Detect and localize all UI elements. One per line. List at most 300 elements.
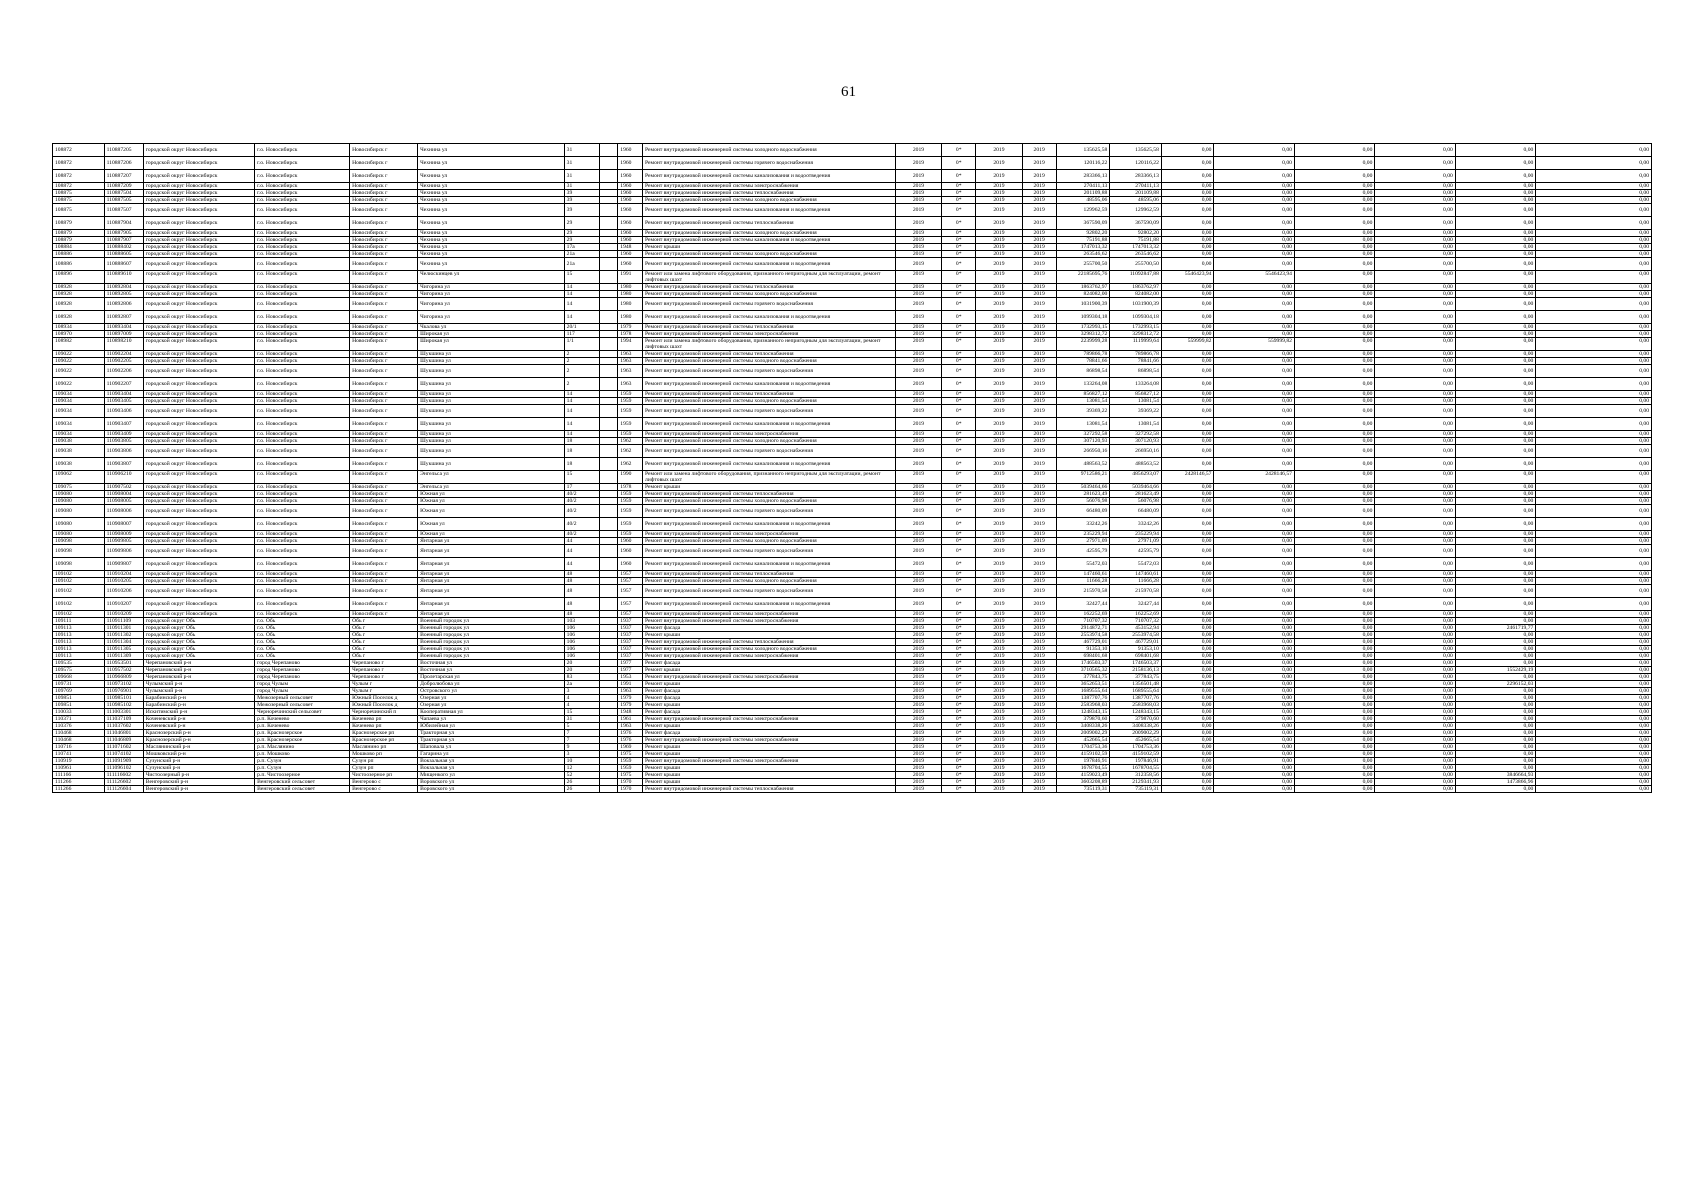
cell-street: Шаповала ул: [418, 744, 564, 751]
cell-work-id: 110887907: [104, 237, 143, 244]
cell-end-year: 2019: [1022, 291, 1056, 298]
cell-work-id: 110903805: [104, 438, 143, 445]
cell-federal-funds: 0,00: [1161, 653, 1214, 660]
cell-work-type: Ремонт фасада: [643, 688, 896, 695]
cell-fund-cost: 263546,62: [1110, 251, 1162, 258]
cell-regional-funds: 0,00: [1214, 445, 1294, 458]
cell-fund-cost: 13081,54: [1110, 418, 1162, 431]
cell-end-year: 2019: [1022, 716, 1056, 723]
cell-locality: Новосибирск г: [350, 324, 418, 331]
cell-year-built: 1977: [618, 660, 643, 667]
table-row: [53, 653, 1652, 660]
cell-locality: Новосибирск г: [350, 204, 418, 217]
cell-settlement: г.о. Новосибирск: [255, 311, 350, 324]
cell-street: Кооперативная ул: [418, 709, 564, 716]
cell-end-year: 2019: [1022, 625, 1056, 632]
cell-total-cost: 3603208,89: [1056, 779, 1110, 786]
cell-house-id: 110033: [53, 709, 105, 716]
cell-other-funds: 0,00: [1455, 730, 1535, 737]
cell-regional-funds: 0,00: [1214, 170, 1294, 183]
cell-plan-year: 2019: [895, 653, 941, 660]
table-row: [53, 618, 1652, 625]
cell-locality: Новосибирск г: [350, 271, 418, 284]
cell-regional-funds: 0,00: [1214, 230, 1294, 237]
cell-municipality: Барабинский р-н: [143, 702, 254, 709]
cell-other-funds: 0,00: [1455, 558, 1535, 571]
table-row: [53, 405, 1652, 418]
cell-fund-cost: 3408338,26: [1110, 723, 1162, 730]
cell-other-funds: 0,00: [1455, 744, 1535, 751]
cell-street: Шукшина ул: [418, 365, 564, 378]
cell-year-built: 1937: [618, 639, 643, 646]
cell-start-year: 2019: [976, 702, 1022, 709]
cell-fund-cost: 33242,26: [1110, 518, 1162, 531]
cell-house-id: 109080: [53, 505, 105, 518]
cell-total-cost: 270411,13: [1056, 183, 1110, 190]
cell-plan-year: 2019: [895, 358, 941, 365]
table-row: [53, 338, 1652, 351]
cell-plan-year: 2019: [895, 695, 941, 702]
cell-settlement: Венгеровский сельсовет: [255, 779, 350, 786]
cell-municipality: Чистоозерный р-н: [143, 772, 254, 779]
cell-start-year: 2019: [976, 646, 1022, 653]
cell-owner-funds: 0,00: [1375, 244, 1455, 251]
cell-street: Шукшина ул: [418, 351, 564, 358]
cell-other-funds: 0,00: [1455, 578, 1535, 585]
cell-federal-funds: 0,00: [1161, 484, 1214, 491]
cell-house-id: 109075: [53, 484, 105, 491]
cell-start-year: 2019: [976, 338, 1022, 351]
cell-house-number: 2: [564, 365, 599, 378]
cell-owner-funds: 0,00: [1375, 681, 1455, 688]
cell-municipality: городской округ Новосибирск: [143, 398, 254, 405]
cell-start-year: 2019: [976, 779, 1022, 786]
cell-federal-funds: 0,00: [1161, 660, 1214, 667]
cell-federal-funds: 0,00: [1161, 598, 1214, 611]
cell-house-id: 109038: [53, 438, 105, 445]
cell-status: 0*: [942, 702, 976, 709]
cell-work-id: 110903406: [104, 405, 143, 418]
cell-settlement: г.о. Новосибирск: [255, 571, 350, 578]
cell-settlement: г.о. Новосибирск: [255, 244, 350, 251]
cell-reserve-funds: 0,00: [1536, 204, 1652, 217]
cell-house-number: 44: [564, 538, 599, 545]
cell-other-funds: 0,00: [1455, 598, 1535, 611]
cell-other-funds: 3846664,93: [1455, 772, 1535, 779]
cell-street: Восточная ул: [418, 667, 564, 674]
cell-fund-cost: 1689555,64: [1110, 688, 1162, 695]
cell-reserve-funds: 0,00: [1536, 197, 1652, 204]
cell-work-id: 110908004: [104, 491, 143, 498]
cell-municipality: городской округ Новосибирск: [143, 571, 254, 578]
cell-total-cost: 42595,79: [1056, 545, 1110, 558]
cell-year-built: 1963: [618, 723, 643, 730]
cell-municipality: городской округ Новосибирск: [143, 538, 254, 545]
cell-federal-funds: 0,00: [1161, 405, 1214, 418]
table-row: [53, 378, 1652, 391]
cell-work-type: Ремонт крыши: [643, 723, 896, 730]
cell-year-built: 1948: [618, 709, 643, 716]
cell-building: [599, 646, 618, 653]
cell-regional-funds: 0,00: [1214, 618, 1294, 625]
cell-work-id: 111071602: [104, 744, 143, 751]
cell-owner-funds: 0,00: [1375, 458, 1455, 471]
cell-start-year: 2019: [976, 284, 1022, 291]
cell-local-funds: 0,00: [1294, 660, 1374, 667]
cell-status: 0*: [942, 632, 976, 639]
cell-year-built: 1959: [618, 491, 643, 498]
cell-regional-funds: 0,00: [1214, 531, 1294, 538]
cell-locality: Новосибирск г: [350, 291, 418, 298]
cell-start-year: 2019: [976, 271, 1022, 284]
cell-house-id: 109111: [53, 618, 105, 625]
cell-reserve-funds: 0,00: [1536, 230, 1652, 237]
cell-end-year: 2019: [1022, 702, 1056, 709]
cell-municipality: городской округ Новосибирск: [143, 324, 254, 331]
cell-other-funds: 2296152,03: [1455, 681, 1535, 688]
cell-house-number: 39: [564, 197, 599, 204]
cell-building: [599, 484, 618, 491]
cell-other-funds: 0,00: [1455, 688, 1535, 695]
cell-fund-cost: 133264,08: [1110, 378, 1162, 391]
cell-regional-funds: 0,00: [1214, 772, 1294, 779]
cell-municipality: городской округ Новосибирск: [143, 491, 254, 498]
cell-federal-funds: 0,00: [1161, 204, 1214, 217]
cell-regional-funds: 0,00: [1214, 558, 1294, 571]
cell-year-built: 1975: [618, 772, 643, 779]
cell-building: [599, 765, 618, 772]
cell-work-id: 110973102: [104, 681, 143, 688]
cell-owner-funds: 0,00: [1375, 571, 1455, 578]
cell-street: Чигорина ул: [418, 284, 564, 291]
cell-building: [599, 204, 618, 217]
cell-end-year: 2019: [1022, 681, 1056, 688]
cell-settlement: г.о. Новосибирск: [255, 157, 350, 170]
cell-end-year: 2019: [1022, 538, 1056, 545]
cell-municipality: городской округ Новосибирск: [143, 311, 254, 324]
cell-municipality: городской округ Новосибирск: [143, 237, 254, 244]
cell-regional-funds: 0,00: [1214, 391, 1294, 398]
cell-building: [599, 298, 618, 311]
cell-owner-funds: 0,00: [1375, 765, 1455, 772]
table-row: [53, 204, 1652, 217]
cell-plan-year: 2019: [895, 518, 941, 531]
cell-status: 0*: [942, 765, 976, 772]
cell-house-number: 1/1: [564, 338, 599, 351]
table-row: [53, 484, 1652, 491]
cell-owner-funds: 0,00: [1375, 291, 1455, 298]
cell-settlement: г.о. Новосибирск: [255, 418, 350, 431]
cell-fund-cost: 367590,09: [1110, 217, 1162, 230]
cell-status: 0*: [942, 170, 976, 183]
cell-reserve-funds: 0,00: [1536, 170, 1652, 183]
cell-house-id: 110468: [53, 737, 105, 744]
cell-reserve-funds: 0,00: [1536, 786, 1652, 793]
cell-street: Энгельса ул: [418, 484, 564, 491]
cell-house-id: 109102: [53, 585, 105, 598]
cell-house-number: 15: [564, 271, 599, 284]
cell-building: [599, 251, 618, 258]
cell-house-id: 108884: [53, 244, 105, 251]
cell-work-type: Ремонт внутридомовой инженерной системы электроснабжения: [643, 431, 896, 438]
cell-house-id: 109102: [53, 578, 105, 585]
cell-other-funds: 0,00: [1455, 311, 1535, 324]
cell-start-year: 2019: [976, 688, 1022, 695]
cell-start-year: 2019: [976, 405, 1022, 418]
cell-building: [599, 681, 618, 688]
cell-start-year: 2019: [976, 538, 1022, 545]
cell-settlement: г.о. Обь: [255, 618, 350, 625]
cell-regional-funds: 0,00: [1214, 491, 1294, 498]
cell-year-built: 1959: [618, 505, 643, 518]
cell-end-year: 2019: [1022, 723, 1056, 730]
cell-owner-funds: 0,00: [1375, 505, 1455, 518]
cell-end-year: 2019: [1022, 438, 1056, 445]
cell-building: [599, 653, 618, 660]
cell-regional-funds: 0,00: [1214, 331, 1294, 338]
cell-fund-cost: 266950,16: [1110, 445, 1162, 458]
cell-plan-year: 2019: [895, 611, 941, 618]
cell-end-year: 2019: [1022, 418, 1056, 431]
cell-plan-year: 2019: [895, 311, 941, 324]
cell-fund-cost: 1863762,97: [1110, 284, 1162, 291]
cell-work-type: Ремонт внутридомовой инженерной системы теплоснабжения: [643, 571, 896, 578]
cell-work-id: 111046801: [104, 730, 143, 737]
cell-status: 0*: [942, 545, 976, 558]
cell-house-id: 109080: [53, 491, 105, 498]
cell-year-built: 1991: [618, 271, 643, 284]
table-row: [53, 365, 1652, 378]
cell-work-id: 110907502: [104, 484, 143, 491]
cell-status: 0*: [942, 418, 976, 431]
cell-locality: Новосибирск г: [350, 484, 418, 491]
cell-fund-cost: 1732993,15: [1110, 324, 1162, 331]
cell-settlement: р.п. Маслянино: [255, 744, 350, 751]
cell-plan-year: 2019: [895, 723, 941, 730]
cell-locality: Новосибирск г: [350, 365, 418, 378]
cell-reserve-funds: 0,00: [1536, 244, 1652, 251]
cell-plan-year: 2019: [895, 578, 941, 585]
cell-end-year: 2019: [1022, 445, 1056, 458]
cell-other-funds: 0,00: [1455, 183, 1535, 190]
table-row: [53, 324, 1652, 331]
cell-federal-funds: 0,00: [1161, 431, 1214, 438]
cell-reserve-funds: 0,00: [1536, 324, 1652, 331]
cell-federal-funds: 0,00: [1161, 625, 1214, 632]
cell-work-type: Ремонт внутридомовой инженерной системы электроснабжения: [643, 183, 896, 190]
cell-total-cost: 39369,22: [1056, 405, 1110, 418]
cell-owner-funds: 0,00: [1375, 709, 1455, 716]
cell-house-number: 21а: [564, 258, 599, 271]
cell-locality: Новосибирск г: [350, 217, 418, 230]
cell-regional-funds: 0,00: [1214, 365, 1294, 378]
cell-total-cost: 3408338,26: [1056, 723, 1110, 730]
cell-local-funds: 0,00: [1294, 558, 1374, 571]
cell-locality: Обь г: [350, 646, 418, 653]
cell-municipality: Чулымский р-н: [143, 688, 254, 695]
cell-start-year: 2019: [976, 730, 1022, 737]
cell-local-funds: 0,00: [1294, 772, 1374, 779]
cell-reserve-funds: 0,00: [1536, 730, 1652, 737]
table-row: [53, 585, 1652, 598]
cell-local-funds: 0,00: [1294, 667, 1374, 674]
cell-regional-funds: 559999,82: [1214, 338, 1294, 351]
cell-local-funds: 0,00: [1294, 653, 1374, 660]
cell-house-number: 20: [564, 667, 599, 674]
cell-federal-funds: 0,00: [1161, 531, 1214, 538]
cell-total-cost: 467729,01: [1056, 639, 1110, 646]
cell-building: [599, 505, 618, 518]
cell-federal-funds: 0,00: [1161, 709, 1214, 716]
cell-reserve-funds: 0,00: [1536, 702, 1652, 709]
cell-total-cost: 2239999,28: [1056, 338, 1110, 351]
cell-locality: Обь г: [350, 632, 418, 639]
cell-regional-funds: 0,00: [1214, 258, 1294, 271]
cell-fund-cost: 1031900,39: [1110, 298, 1162, 311]
cell-regional-funds: 0,00: [1214, 702, 1294, 709]
cell-house-number: 20/1: [564, 324, 599, 331]
cell-regional-funds: 0,00: [1214, 311, 1294, 324]
cell-reserve-funds: 0,00: [1536, 458, 1652, 471]
cell-fund-cost: 27971,09: [1110, 538, 1162, 545]
cell-local-funds: 0,00: [1294, 324, 1374, 331]
cell-regional-funds: 0,00: [1214, 237, 1294, 244]
cell-plan-year: 2019: [895, 765, 941, 772]
cell-local-funds: 0,00: [1294, 585, 1374, 598]
cell-end-year: 2019: [1022, 251, 1056, 258]
cell-house-number: 31: [564, 144, 599, 157]
cell-building: [599, 758, 618, 765]
cell-house-number: 4: [564, 702, 599, 709]
cell-house-number: 48: [564, 598, 599, 611]
cell-municipality: городской округ Новосибирск: [143, 405, 254, 418]
cell-work-type: Ремонт внутридомовой инженерной системы теплоснабжения: [643, 351, 896, 358]
cell-street: Шукшина ул: [418, 458, 564, 471]
cell-street: Чехнина ул: [418, 258, 564, 271]
cell-house-number: 31: [564, 157, 599, 170]
table-row: [53, 751, 1652, 758]
cell-regional-funds: 0,00: [1214, 758, 1294, 765]
cell-house-id: 109034: [53, 398, 105, 405]
cell-year-built: 1937: [618, 632, 643, 639]
cell-local-funds: 0,00: [1294, 531, 1374, 538]
cell-work-type: Ремонт внутридомовой инженерной системы холодного водоснабжения: [643, 197, 896, 204]
cell-building: [599, 144, 618, 157]
cell-year-built: 1960: [618, 170, 643, 183]
cell-end-year: 2019: [1022, 646, 1056, 653]
cell-municipality: Черепановский р-н: [143, 667, 254, 674]
cell-house-number: 29: [564, 217, 599, 230]
cell-house-id: 109851: [53, 702, 105, 709]
cell-building: [599, 786, 618, 793]
cell-owner-funds: 0,00: [1375, 674, 1455, 681]
cell-building: [599, 391, 618, 398]
cell-fund-cost: 135625,58: [1110, 144, 1162, 157]
cell-reserve-funds: 0,00: [1536, 311, 1652, 324]
cell-house-number: 117: [564, 331, 599, 338]
table-row: [53, 505, 1652, 518]
cell-end-year: 2019: [1022, 674, 1056, 681]
cell-owner-funds: 0,00: [1375, 538, 1455, 545]
cell-start-year: 2019: [976, 431, 1022, 438]
cell-federal-funds: 0,00: [1161, 611, 1214, 618]
cell-building: [599, 585, 618, 598]
table-row: [53, 144, 1652, 157]
cell-work-id: 110911302: [104, 632, 143, 639]
cell-house-number: 2: [564, 378, 599, 391]
cell-work-id: 110892807: [104, 311, 143, 324]
cell-year-built: 1970: [618, 786, 643, 793]
cell-locality: Новосибирск г: [350, 545, 418, 558]
cell-work-id: 110953501: [104, 660, 143, 667]
cell-street: Чехнина ул: [418, 197, 564, 204]
cell-plan-year: 2019: [895, 190, 941, 197]
cell-work-type: Ремонт крыши: [643, 772, 896, 779]
cell-year-built: 1980: [618, 298, 643, 311]
cell-regional-funds: 0,00: [1214, 378, 1294, 391]
cell-total-cost: 48595,06: [1056, 197, 1110, 204]
cell-local-funds: 0,00: [1294, 611, 1374, 618]
cell-year-built: 1960: [618, 183, 643, 190]
cell-year-built: 1963: [618, 351, 643, 358]
cell-status: 0*: [942, 538, 976, 545]
cell-federal-funds: 0,00: [1161, 258, 1214, 271]
cell-federal-funds: 0,00: [1161, 751, 1214, 758]
cell-work-type: Ремонт внутридомовой инженерной системы теплоснабжения: [643, 391, 896, 398]
cell-house-number: 106: [564, 653, 599, 660]
cell-house-number: 17а: [564, 244, 599, 251]
cell-start-year: 2019: [976, 611, 1022, 618]
cell-street: Юбилейная ул: [418, 723, 564, 730]
cell-house-id: 109769: [53, 688, 105, 695]
table-row: [53, 518, 1652, 531]
cell-municipality: городской округ Новосибирск: [143, 230, 254, 237]
cell-fund-cost: 120116,22: [1110, 157, 1162, 170]
cell-house-number: 29: [564, 230, 599, 237]
cell-total-cost: 1678704,55: [1056, 765, 1110, 772]
table-row: [53, 284, 1652, 291]
cell-fund-cost: 856827,12: [1110, 391, 1162, 398]
cell-street: Чехнина ул: [418, 144, 564, 157]
cell-locality: Новосибирск г: [350, 144, 418, 157]
cell-other-funds: 0,00: [1455, 695, 1535, 702]
cell-fund-cost: 379870,60: [1110, 716, 1162, 723]
cell-federal-funds: 0,00: [1161, 170, 1214, 183]
cell-year-built: 1960: [618, 558, 643, 571]
cell-end-year: 2019: [1022, 365, 1056, 378]
cell-other-funds: 0,00: [1455, 258, 1535, 271]
cell-house-id: 108872: [53, 157, 105, 170]
cell-building: [599, 471, 618, 484]
cell-reserve-funds: 0,00: [1536, 258, 1652, 271]
cell-building: [599, 498, 618, 505]
cell-status: 0*: [942, 585, 976, 598]
cell-status: 0*: [942, 498, 976, 505]
cell-locality: Обь г: [350, 653, 418, 660]
cell-other-funds: 0,00: [1455, 284, 1535, 291]
cell-plan-year: 2019: [895, 681, 941, 688]
cell-local-funds: 0,00: [1294, 786, 1374, 793]
cell-house-id: 109080: [53, 498, 105, 505]
cell-reserve-funds: 0,00: [1536, 484, 1652, 491]
cell-start-year: 2019: [976, 518, 1022, 531]
cell-status: 0*: [942, 251, 976, 258]
cell-house-id: 108928: [53, 298, 105, 311]
table-row: [53, 498, 1652, 505]
cell-owner-funds: 0,00: [1375, 772, 1455, 779]
cell-other-funds: 0,00: [1455, 251, 1535, 258]
table-row: [53, 291, 1652, 298]
